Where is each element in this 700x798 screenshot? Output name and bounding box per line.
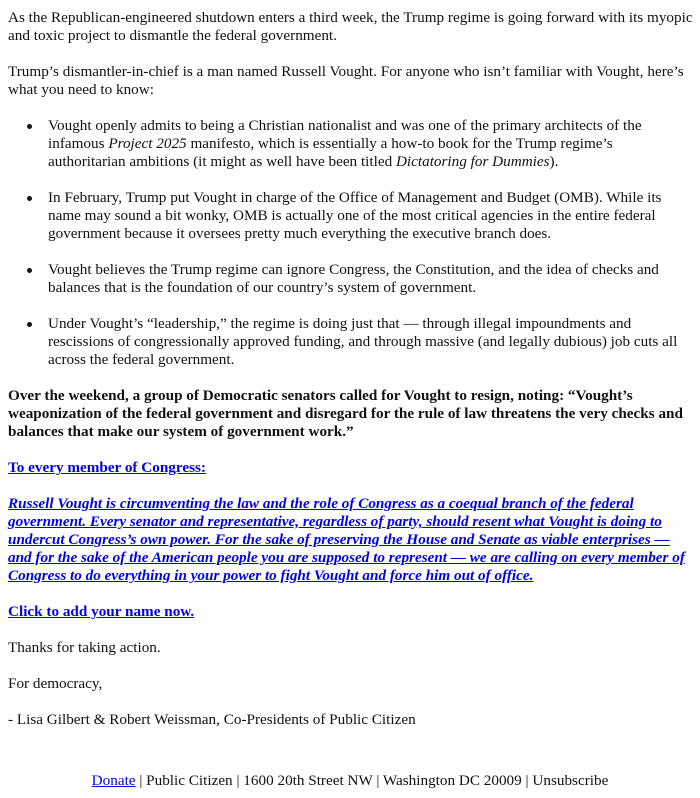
list-item: [48, 117, 694, 171]
bullet-1-text-cont: manifesto, which is essentially a how-to book for the Trump regime’s authoritarian ambitions (it might as well have been titled: [48, 135, 613, 170]
bullet-1-text: Vought openly admits to being a Christian nationalist and was one of the primary architects of the infamous: [48, 117, 642, 152]
thanks-text: Thanks for taking action.: [8, 639, 161, 656]
letter-body: [8, 495, 694, 585]
footer-separator: |: [236, 772, 240, 789]
unsubscribe-link[interactable]: Unsubscribe: [532, 772, 609, 789]
project-2025-title: Project 2025: [108, 135, 187, 152]
senators-paragraph: Over the weekend, a group of Democratic senators called for Vought to resign, noting: “Vought’s weaponization of the federal government and disregard for the rule of law threatens the very checks and balances that make our system of government work.”: [8, 387, 683, 440]
bullet-1-text-end: ).: [549, 153, 559, 170]
footer-separator: |: [139, 772, 143, 789]
letter-heading-link[interactable]: To every member of Congress:: [8, 459, 206, 476]
vought-intro-paragraph: Trump’s dismantler-in-chief is a man named Russell Vought. For anyone who isn’t familiar with Vought, here’s what you need to know:: [8, 63, 684, 98]
cta-paragraph: [8, 603, 694, 621]
letter-heading: [8, 459, 694, 477]
footer-separator: |: [525, 772, 529, 789]
add-name-link[interactable]: Click to add your name now.: [8, 603, 195, 620]
closing-text: For democracy,: [8, 675, 103, 692]
donate-link[interactable]: Donate: [91, 772, 136, 789]
footer-org: Public Citizen: [146, 772, 233, 789]
email-footer: [0, 772, 700, 790]
dictatoring-title: Dictatoring for Dummies: [395, 153, 550, 170]
list-item: In February, Trump put Vought in charge of the Office of Management and Budget (OMB). While its name may sound a bit wonky, OMB is actually one of the most critical agencies in the entire federal government because it oversees pretty much everything the executive branch does.: [48, 189, 694, 243]
facts-list: [8, 117, 694, 369]
intro-paragraph: As the Republican-engineered shutdown enters a third week, the Trump regime is going forward with its myopic and toxic project to dismantle the federal government.: [8, 9, 693, 44]
footer-city: Washington DC 20009: [382, 772, 522, 789]
signature-text: - Lisa Gilbert & Robert Weissman, Co-Presidents of Public Citizen: [8, 711, 416, 728]
list-item: Under Vought’s “leadership,” the regime is doing just that — through illegal impoundments and rescissions of congressionally approved funding, and through massive (and legally dubious) job cuts all across the federal government.: [48, 315, 694, 369]
list-item: Vought believes the Trump regime can ignore Congress, the Constitution, and the idea of checks and balances that is the foundation of our country’s system of government.: [48, 261, 694, 297]
letter-body-link[interactable]: Russell Vought is circumventing the law and the role of Congress as a coequal branch of the federal government. Every senator and representative, regardless of party, should resent what Vought is doing to undercut Congress’s own power. For the sake of preserving the House and Senate as viable enterprises — and for the sake of the American people you are supposed to represent — we are calling on every member of Congress to do everything in your power to fight Vought and force him out of office.: [8, 495, 685, 584]
footer-separator: |: [376, 772, 380, 789]
footer-address: 1600 20th Street NW: [243, 772, 373, 789]
email-body: [8, 9, 694, 729]
